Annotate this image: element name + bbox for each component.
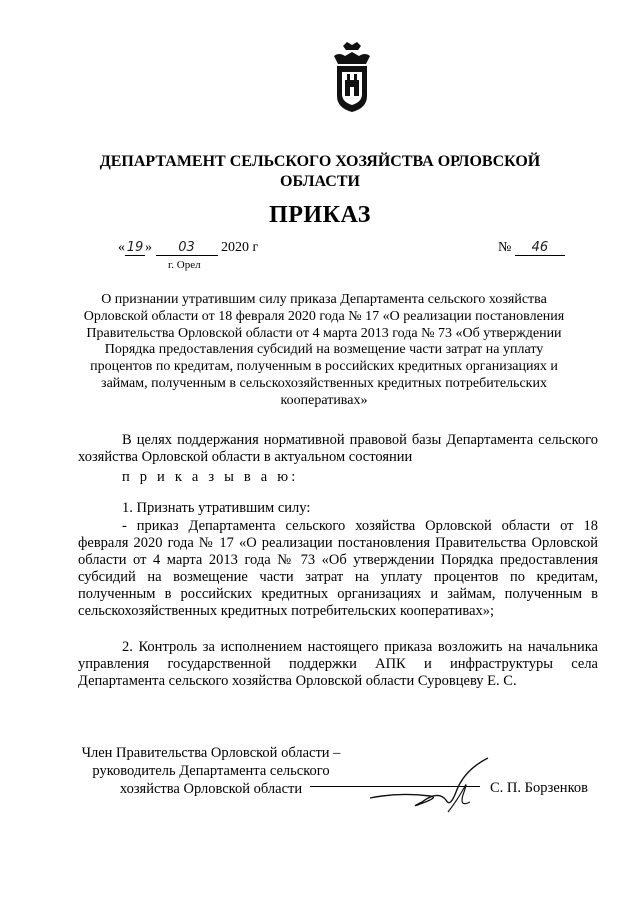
- handwritten-signature-icon: [360, 752, 500, 822]
- signer-name: С. П. Борзенков: [490, 780, 588, 796]
- number-label: №: [498, 240, 512, 255]
- department-title: ДЕПАРТАМЕНТ СЕЛЬСКОГО ХОЗЯЙСТВА ОРЛОВСКОЙ ОБЛАСТИ: [99, 153, 541, 190]
- signer-position-line-3: хозяйства Орловской области: [119, 781, 303, 797]
- order-date: « 19 » 03 2020 г: [118, 240, 259, 255]
- city-label: г. Орел: [168, 259, 201, 271]
- date-day: 19: [126, 240, 144, 255]
- preamble-paragraph: В целях поддержания нормативной правовой базы Департамента сельского хозяйства Орловской области в актуальном состоянии: [78, 432, 598, 465]
- signer-position-line-2: руководитель Департамента сельского: [92, 763, 330, 779]
- signer-position: [76, 744, 346, 798]
- number-value: 46: [515, 240, 565, 256]
- date-year: 2020 г: [221, 240, 259, 255]
- item-1-text: - приказ Департамента сельского хозяйства Орловской области от 18 февраля 2020 года № 17 «О реализации постановления Правительства Орловской области от 4 марта 2013 года № 73 «Об утверждении Порядка предоставления субсидий на возмещение части затрат на уплату процентов по кредитам, полученным в российских кредитных организациях и займам, полученным в сельскохозяйственных кредитных потребительских кооперативах»;: [78, 518, 598, 619]
- document-type-title: ПРИКАЗ: [269, 202, 371, 228]
- date-month: 03: [156, 240, 218, 256]
- item-1-title: 1. Признать утратившим силу:: [122, 500, 311, 516]
- signer-position-line-1: Член Правительства Орловской области –: [81, 745, 341, 761]
- item-2-text: 2. Контроль за исполнением настоящего приказа возложить на начальника управления государственной поддержки АПК и инфраструктуры села Департамента сельского хозяйства Орловской области Суровцеву Е. С.: [78, 639, 598, 689]
- order-number: [498, 240, 565, 256]
- coat-of-arms-icon: [331, 40, 373, 114]
- command-word: п р и к а з ы в а ю:: [122, 469, 299, 485]
- order-subject: О признании утратившим силу приказа Департамента сельского хозяйства Орловской области от 18 февраля 2020 года № 17 «О реализации постановления Правительства Орловской области от 4 марта 2013 года № 73 «Об утверждении Порядка предоставления субсидий на возмещение части затрат на уплату процентов по кредитам, полученным в российских кредитных организациях и займам, полученным в сельскохозяйственных кредитных потребительских кооперативах»: [83, 292, 565, 408]
